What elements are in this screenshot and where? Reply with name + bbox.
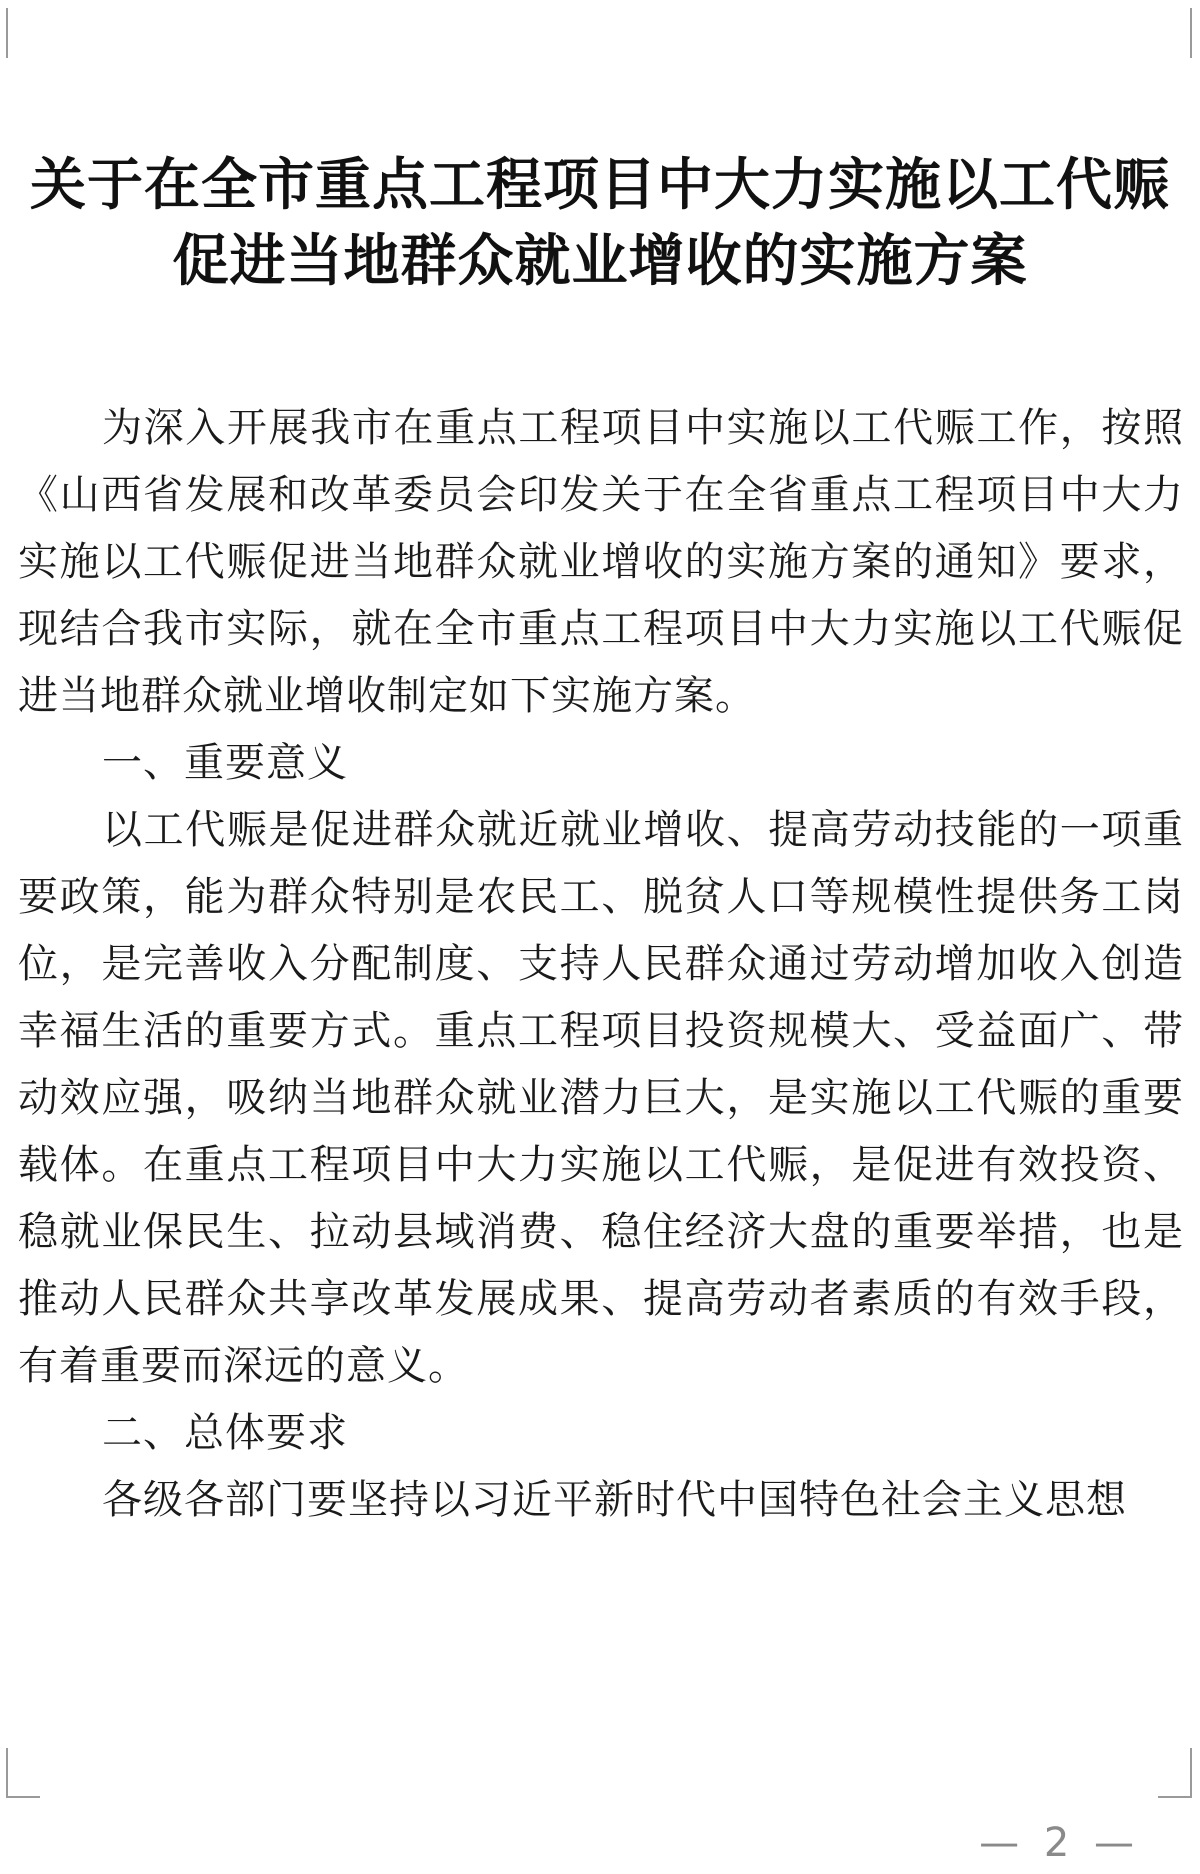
section-1-paragraph: 以工代赈是促进群众就近就业增收、提高劳动技能的一项重要政策，能为群众特别是农民工、脱贫人口等规模性提供务工岗位，是完善收入分配制度、支持人民群众通过劳动增加收入创造幸福生活的重要方式。重点工程项目投资规模大、受益面广、带动效应强，吸纳当地群众就业潜力巨大，是实施以工代赈的重要载体。在重点工程项目中大力实施以工代赈，是促进有效投资、稳就业保民生、拉动县域消费、稳住经济大盘的重要举措，也是推动人民群众共享改革发展成果、提高劳动者素质的有效手段，有着重要而深远的意义。 <box>18 807 1184 1389</box>
section-2-paragraph: 各级各部门要坚持以习近平新时代中国特色社会主义思想 <box>102 1477 1127 1523</box>
document-body <box>18 395 1184 1534</box>
crop-mark-bottom-right <box>1190 1748 1192 1798</box>
page-number: — 2 — <box>979 1820 1140 1866</box>
crop-mark-top-left <box>6 8 8 58</box>
crop-mark-bottom-right-h <box>1158 1796 1192 1798</box>
section-1-heading: 一、重要意义 <box>102 740 348 786</box>
crop-mark-bottom-left <box>6 1748 8 1798</box>
crop-mark-top-right <box>1190 8 1192 58</box>
crop-mark-bottom-left-h <box>6 1796 40 1798</box>
document-title <box>0 148 1200 300</box>
intro-paragraph: 为深入开展我市在重点工程项目中实施以工代赈工作，按照《山西省发展和改革委员会印发关于在全省重点工程项目中大力实施以工代赈促进当地群众就业增收的实施方案的通知》要求，现结合我市实际，就在全市重点工程项目中大力实施以工代赈促进当地群众就业增收制定如下实施方案。 <box>18 405 1184 719</box>
title-line-2: 促进当地群众就业增收的实施方案 <box>172 229 1028 294</box>
title-line-1: 关于在全市重点工程项目中大力实施以工代赈 <box>30 153 1170 218</box>
section-2-heading: 二、总体要求 <box>102 1410 348 1456</box>
